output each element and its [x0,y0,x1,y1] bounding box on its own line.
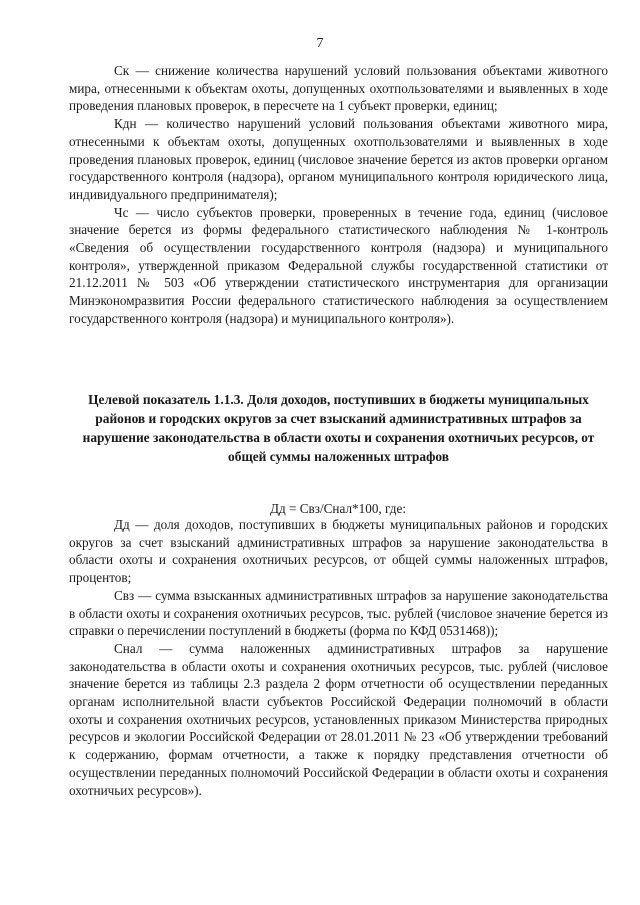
formula: Дд = Свз/Снал*100, где: [270,501,406,516]
definition-chs: Чс — число субъектов проверки, проверенных в течение года, единиц (числовое значение берется из формы федерального статистического наблюдения № 1-контроль «Сведения об осуществлении государственного контроля (надзора) и муниципального контроля», утвержденной приказом Федеральной службы государственной статистики от 21.12.2011 № 503 «Об утверждении статистического инструментария для организации Минэкономразвития России федерального статистического наблюдения за осуществлением государственного контроля (надзора) и муниципального контроля»). [69,204,608,326]
definitions-block-2 [69,516,608,799]
definition-dd: Дд — доля доходов, поступивших в бюджеты муниципальных районов и городских округов за счет взысканий административных штрафов за нарушение законодательства в области охоты и сохранения охотничьих ресурсов, от общей суммы наложенных штрафов, процентов; [69,517,608,586]
page-number: 7 [316,36,324,51]
definition-svz: Свз — сумма взысканных административных штрафов за нарушение законодательства в области охоты и сохранения охотничьих ресурсов, тыс. рублей (числовое значение берется из справки о перечислении поступлений в бюджеты (форма по КФД 0531468)); [69,587,608,639]
definition-kdn: Кдн — количество нарушений условий пользования объектами животного мира, отнесенными к объектам охоты, допущенных охотпользователями и выявленных в ходе проведения плановых проверок, единиц (числовое значение берется из актов проверки органом государственного контроля (надзора), органом муниципального контроля юридического лица, индивидуального предпринимателя); [69,116,608,202]
definitions-block-1 [69,62,608,328]
definition-snal: Снал — сумма наложенных административных штрафов за нарушение законодательства в области охоты и сохранения охотничьих ресурсов, тыс. рублей (числовое значение берется из таблицы 2.3 раздела 2 форм отчетности об осуществлении переданных органам исполнительной власти субъектов Российской Федерации полномочий в области охоты и сохранения охотничьих ресурсов, установленных приказом Министерства природных ресурсов и экологии Российской Федерации от 28.01.2011 № 23 «Об утверждении требований к содержанию, формам отчетности, а также к порядку представления отчетности об осуществлении переданных полномочий Российской Федерации в области охоты и сохранения охотничьих ресурсов»). [69,640,608,798]
section-heading: Целевой показатель 1.1.3. Доля доходов, поступивших в бюджеты муниципальных районов и городских округов за счет взысканий административных штрафов за нарушение законодательства в области охоты и сохранения охотничьих ресурсов, от общей суммы наложенных штрафов [82,392,595,464]
definition-sk: Ск — снижение количества нарушений условий пользования объектами животного мира, отнесенными к объектам охоты, допущенных охотпользователями и выявленных в ходе проведения плановых проверок, в пересчете на 1 субъект проверки, единиц; [69,63,608,114]
